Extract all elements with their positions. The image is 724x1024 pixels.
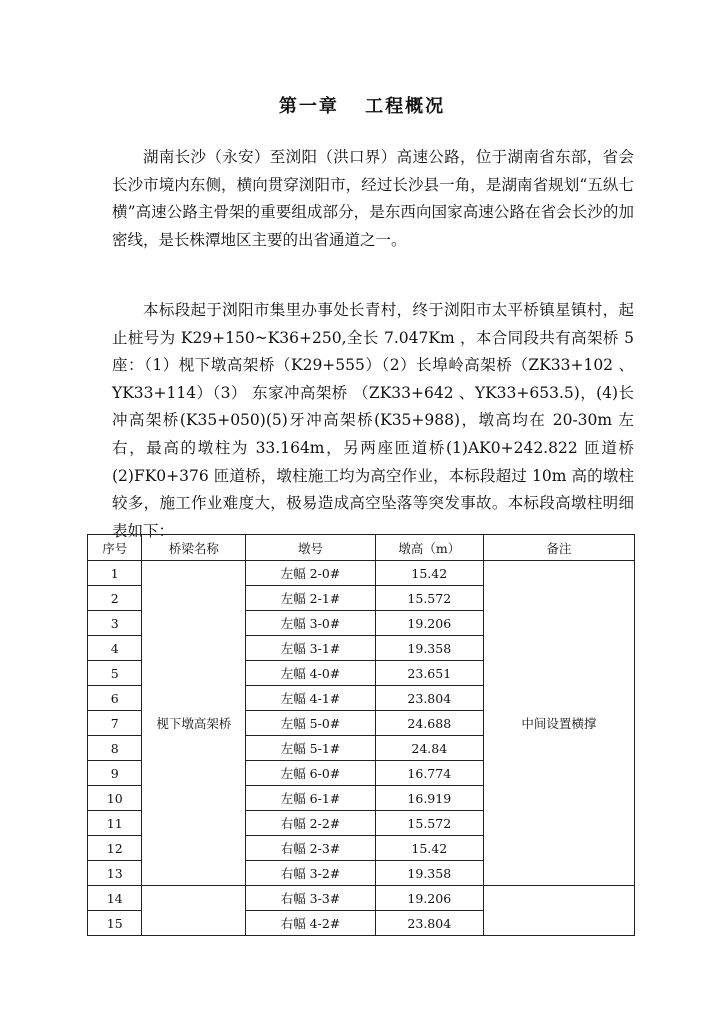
cell-no: 12 bbox=[88, 836, 142, 861]
cell-pier-no: 左幅 6-0# bbox=[246, 761, 375, 786]
cell-pier-height: 19.206 bbox=[375, 611, 483, 636]
cell-no: 8 bbox=[88, 736, 142, 761]
cell-pier-no: 右幅 2-2# bbox=[246, 811, 375, 836]
table-row bbox=[88, 561, 635, 586]
cell-pier-height: 15.42 bbox=[375, 561, 483, 586]
cell-pier-no: 右幅 3-3# bbox=[246, 886, 375, 911]
cell-pier-height: 19.358 bbox=[375, 861, 483, 886]
header-remark: 备注 bbox=[483, 535, 634, 561]
cell-no: 3 bbox=[88, 611, 142, 636]
cell-pier-no: 左幅 2-0# bbox=[246, 561, 375, 586]
cell-pier-no: 左幅 2-1# bbox=[246, 586, 375, 611]
cell-pier-no: 右幅 2-3# bbox=[246, 836, 375, 861]
cell-pier-no: 左幅 3-1# bbox=[246, 636, 375, 661]
cell-pier-no: 右幅 3-2# bbox=[246, 861, 375, 886]
cell-pier-no: 左幅 3-0# bbox=[246, 611, 375, 636]
cell-pier-height: 19.358 bbox=[375, 636, 483, 661]
table-header-row bbox=[88, 535, 635, 561]
cell-pier-height: 16.919 bbox=[375, 786, 483, 811]
cell-bridge-name: 枧下墩高架桥 bbox=[142, 561, 246, 886]
cell-pier-height: 23.804 bbox=[375, 686, 483, 711]
header-pier-height: 墩高（m） bbox=[375, 535, 483, 561]
cell-pier-no: 左幅 4-1# bbox=[246, 686, 375, 711]
cell-pier-no: 左幅 6-1# bbox=[246, 786, 375, 811]
cell-no: 11 bbox=[88, 811, 142, 836]
cell-no: 5 bbox=[88, 661, 142, 686]
pier-table bbox=[87, 534, 635, 936]
cell-pier-no: 左幅 5-0# bbox=[246, 711, 375, 736]
cell-pier-height: 15.572 bbox=[375, 586, 483, 611]
cell-no: 10 bbox=[88, 786, 142, 811]
cell-pier-height: 15.42 bbox=[375, 836, 483, 861]
cell-no: 15 bbox=[88, 911, 142, 936]
cell-pier-height: 15.572 bbox=[375, 811, 483, 836]
header-no: 序号 bbox=[88, 535, 142, 561]
cell-remark: 中间设置横撑 bbox=[483, 561, 634, 886]
cell-remark-empty bbox=[483, 886, 634, 936]
cell-pier-height: 23.804 bbox=[375, 911, 483, 936]
cell-no: 6 bbox=[88, 686, 142, 711]
cell-no: 7 bbox=[88, 711, 142, 736]
cell-no: 9 bbox=[88, 761, 142, 786]
paragraph-project-location: 湖南长沙（永安）至浏阳（洪口界）高速公路，位于湖南省东部，省会长沙市境内东侧，横向贯穿浏阳市，经过长沙县一角，是湖南省规划“五纵七横”高速公路主骨架的重要组成部分，是东西向国家高速公路在省会长沙的加密线，是长株潭地区主要的出省通道之一。 bbox=[112, 148, 634, 249]
header-bridge-name: 桥梁名称 bbox=[142, 535, 246, 561]
cell-pier-height: 23.651 bbox=[375, 661, 483, 686]
table-row bbox=[88, 886, 635, 911]
cell-no: 14 bbox=[88, 886, 142, 911]
paragraph-section-description: 本标段起于浏阳市集里办事处长青村，终于浏阳市太平桥镇星镇村，起止桩号为 K29+150~K36+250,全长 7.047Km ，本合同段共有高架桥 5 座：（1）枧下墩高架桥（K29+555）（2）长埠岭高架桥（ZK33+102 、YK33+114）（3） 东家冲高架桥 （ZK33+642 、YK33+653.5)，(4)长冲高架桥(K35+050)(5)牙冲高架桥(K35+988)，墩高均在 20-30m 左右，最高的墩柱为 33.164m，另两座匝道桥(1)AK0+242.822 匝道桥(2)FK0+376 匝道桥，墩柱施工均为高空作业，本标段超过 10m 高的墩柱较多，施工作业难度大，极易造成高空坠落等突发事故。本标段高墩柱明细表如下： bbox=[112, 301, 634, 540]
cell-pier-height: 24.84 bbox=[375, 736, 483, 761]
cell-pier-height: 19.206 bbox=[375, 886, 483, 911]
cell-pier-no: 左幅 4-0# bbox=[246, 661, 375, 686]
cell-bridge-name-empty bbox=[142, 886, 246, 936]
cell-pier-height: 24.688 bbox=[375, 711, 483, 736]
cell-no: 4 bbox=[88, 636, 142, 661]
page-title: 第一章 工程概况 bbox=[278, 96, 446, 117]
header-pier-no: 墩号 bbox=[246, 535, 375, 561]
cell-no: 1 bbox=[88, 561, 142, 586]
cell-pier-height: 16.774 bbox=[375, 761, 483, 786]
cell-no: 13 bbox=[88, 861, 142, 886]
cell-no: 2 bbox=[88, 586, 142, 611]
cell-pier-no: 左幅 5-1# bbox=[246, 736, 375, 761]
cell-pier-no: 右幅 4-2# bbox=[246, 911, 375, 936]
